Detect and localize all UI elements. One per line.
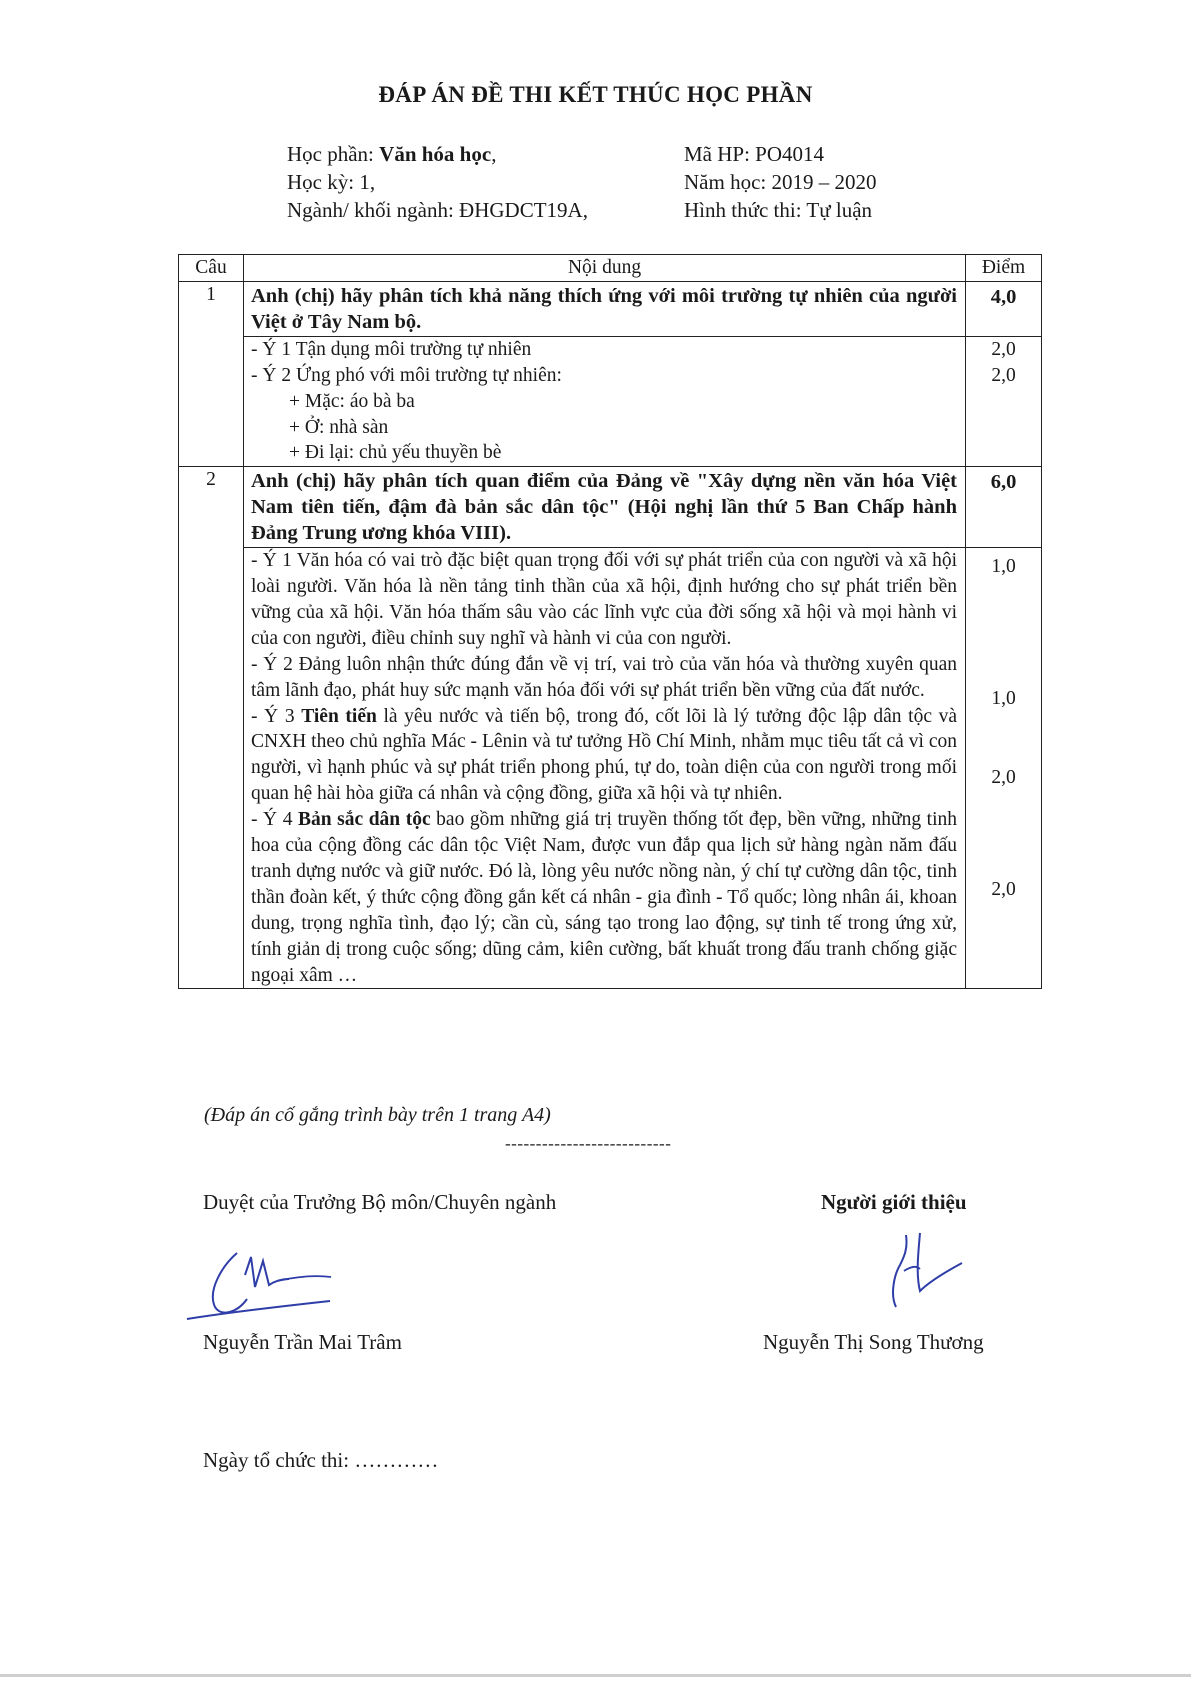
q1-point-2: - Ý 2 Ứng phó với môi trường tự nhiên: bbox=[251, 364, 562, 386]
q2-point-3-term: Tiên tiến bbox=[301, 705, 377, 727]
table-header-row bbox=[179, 255, 1042, 282]
document-title: ĐÁP ÁN ĐỀ THI KẾT THÚC HỌC PHẦN bbox=[378, 82, 813, 107]
question-2-answer-scores bbox=[966, 548, 1042, 989]
answer-table bbox=[178, 254, 1042, 989]
course-info-right bbox=[684, 140, 876, 224]
q2-point-3 bbox=[251, 704, 957, 808]
question-1-text: Anh (chị) hãy phân tích khả năng thích ứng với môi trường tự nhiên của người Việt ở Tây Nam bộ. bbox=[244, 282, 966, 337]
header-score: Điểm bbox=[966, 255, 1042, 282]
q1-sub-transport: + Đi lại: chủ yếu thuyền bè bbox=[289, 442, 502, 464]
q1-point-1: - Ý 1 Tận dụng môi trường tự nhiên bbox=[251, 338, 532, 360]
presenter-name: Nguyễn Thị Song Thương bbox=[763, 1330, 984, 1354]
presenter-label: Người giới thiệu bbox=[821, 1190, 967, 1214]
question-1-answer bbox=[244, 336, 966, 467]
scan-edge-divider bbox=[0, 1674, 1191, 1677]
q2-point-3-body: là yêu nước và tiến bộ, trong đó, cốt lõi là lý tưởng độc lập dân tộc và CNXH theo chủ nghĩa Mác - Lênin và tư tưởng Hồ Chí Minh, nhằm mục tiêu tất cả vì con người, vì hạnh phúc và sự phát triển phong phú, tự do, toàn diện của con người trong mối quan hệ hài hòa giữa cá nhân và cộng đồng, giữa xã hội và tự nhiên. bbox=[251, 705, 958, 805]
course-code: Mã HP: PO4014 bbox=[684, 142, 825, 166]
question-2-answer-row bbox=[179, 548, 1042, 989]
approver-signature-icon bbox=[185, 1235, 355, 1325]
header-content: Nội dung bbox=[244, 255, 966, 282]
q1-sub-housing: + Ở: nhà sàn bbox=[289, 416, 389, 438]
question-1-answer-scores bbox=[966, 336, 1042, 467]
q2-point-2-score: 1,0 bbox=[991, 687, 1016, 709]
q2-point-4-term: Bản sắc dân tộc bbox=[298, 809, 431, 831]
approver-label: Duyệt của Trưởng Bộ môn/Chuyên ngành bbox=[203, 1190, 557, 1214]
course-name: Văn hóa học bbox=[379, 142, 492, 166]
major-line: Ngành/ khối ngành: ĐHGDCT19A, bbox=[287, 198, 588, 222]
q2-point-4-prefix: - Ý 4 bbox=[251, 809, 298, 831]
course-suffix: , bbox=[491, 142, 497, 166]
divider-dashes: --------------------------- bbox=[505, 1134, 672, 1153]
q2-point-3-prefix: - Ý 3 bbox=[251, 705, 302, 727]
q2-point-2: - Ý 2 Đảng luôn nhận thức đúng đắn về vị trí, vai trò của văn hóa và thường xuyên quan tâm lãnh đạo, phát huy sức mạnh văn hóa đối với sự phát triển bền vững của đất nước. bbox=[251, 653, 957, 701]
q2-point-1: - Ý 1 Văn hóa có vai trò đặc biệt quan trọng đối với sự phát triển của con người và xã hội loài người. Văn hóa là nền tảng tinh thần của xã hội, định hướng cho sự phát triển bền vững của xã hội. Văn hóa thấm sâu vào các lĩnh vực của đời sống xã hội và mọi hành vi của con người, điều chỉnh suy nghĩ và hành vi của con người. bbox=[251, 550, 957, 649]
question-2-score: 6,0 bbox=[966, 467, 1042, 548]
approver-name: Nguyễn Trần Mai Trâm bbox=[203, 1330, 402, 1354]
q2-point-4-body: bao gồm những giá trị truyền thống tốt đẹp, bền vững, những tinh hoa của cộng đồng các dân tộc Việt Nam, được vun đắp qua lịch sử hàng ngàn năm đấu tranh dựng nước và giữ nước. Đó là, lòng yêu nước nồng nàn, ý chí tự cường dân tộc, tinh thần đoàn kết, ý thức cộng đồng gắn kết cá nhân - gia đình - Tổ quốc; lòng nhân ái, khoan dung, trọng nghĩa tình, đạo lý; cần cù, sáng tạo trong lao động, sự tinh tế trong ứng xử, tính giản dị trong cuộc sống; dũng cảm, kiên cường, bất khuất trong đấu tranh chống giặc ngoại xâm … bbox=[251, 809, 957, 986]
q2-point-4-score: 2,0 bbox=[991, 878, 1016, 900]
school-year: Năm học: 2019 – 2020 bbox=[684, 170, 877, 194]
q1-point-1-score: 2,0 bbox=[991, 338, 1016, 360]
question-2-number: 2 bbox=[179, 467, 244, 989]
course-name-line bbox=[287, 140, 588, 168]
course-info-left bbox=[287, 140, 588, 224]
question-2-answer bbox=[244, 548, 966, 989]
q2-point-3-score: 2,0 bbox=[991, 766, 1016, 788]
question-2-text: Anh (chị) hãy phân tích quan điểm của Đảng về "Xây dựng nền văn hóa Việt Nam tiên tiến, đậm đà bản sắc dân tộc" (Hội nghị lần thứ 5 Ban Chấp hành Đảng Trung ương khóa VIII). bbox=[244, 467, 966, 548]
course-label: Học phần: bbox=[287, 142, 380, 166]
q1-sub-clothing: + Mặc: áo bà ba bbox=[289, 390, 415, 412]
question-1-row bbox=[179, 282, 1042, 337]
question-2-row bbox=[179, 467, 1042, 548]
exam-format: Hình thức thi: Tự luận bbox=[684, 198, 873, 222]
q2-point-4 bbox=[251, 807, 957, 988]
header-question-number: Câu bbox=[179, 255, 244, 282]
question-1-score: 4,0 bbox=[966, 282, 1042, 337]
question-1-number: 1 bbox=[179, 282, 244, 467]
presenter-signature-icon bbox=[880, 1225, 970, 1315]
q2-point-1-score: 1,0 bbox=[991, 556, 1016, 578]
semester-line: Học kỳ: 1, bbox=[287, 170, 376, 194]
question-1-answer-row bbox=[179, 336, 1042, 467]
q1-point-2-score: 2,0 bbox=[991, 364, 1016, 386]
layout-note: (Đáp án cố gắng trình bày trên 1 trang A4) bbox=[204, 1104, 551, 1126]
exam-date: Ngày tổ chức thi: ………… bbox=[203, 1448, 439, 1472]
